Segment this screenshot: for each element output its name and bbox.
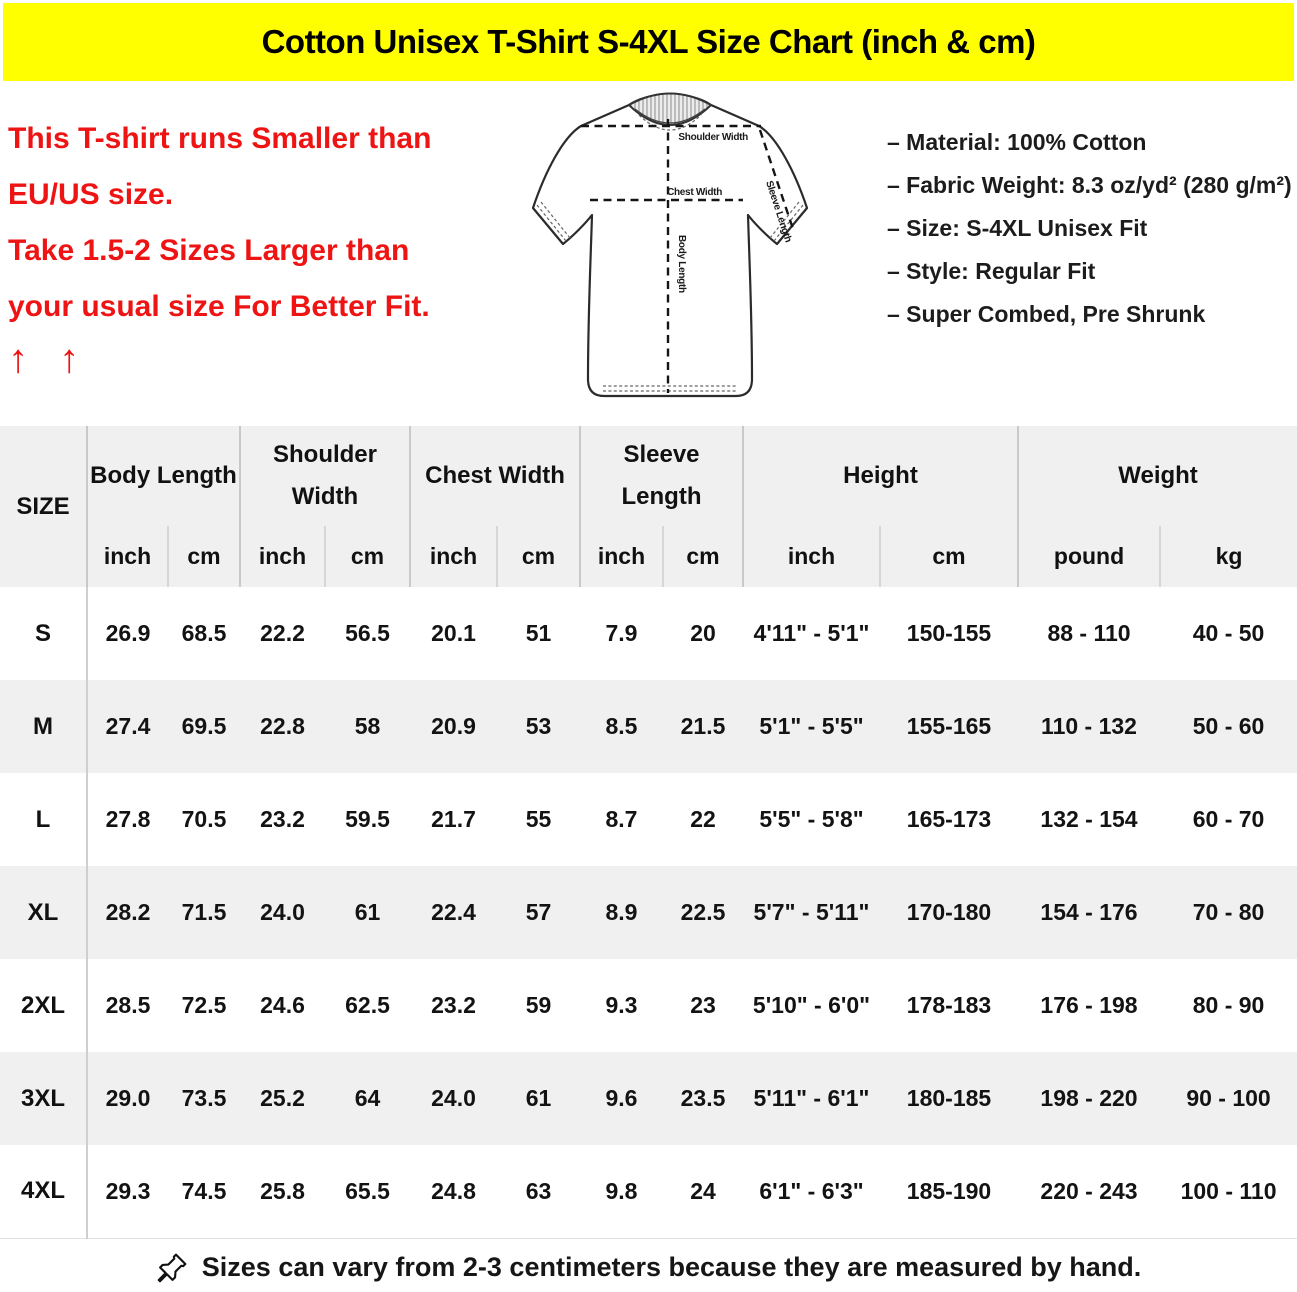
sleeve-length-label: Sleeve Length <box>763 179 794 244</box>
table-cell: 62.5 <box>345 992 390 1018</box>
spec-item: – Super Combed, Pre Shrunk <box>887 301 1206 327</box>
table-cell: 28.2 <box>105 899 151 925</box>
spec-item: – Size: S-4XL Unisex Fit <box>887 215 1148 241</box>
unit-header: kg <box>1160 526 1297 587</box>
table-cell: 5'5" - 5'8" <box>759 806 864 832</box>
table-cell: 9.3 <box>605 992 638 1018</box>
table-cell: 24.0 <box>260 899 305 925</box>
up-arrows-icon: ↑ ↑ <box>8 337 90 381</box>
table-cell: 155-165 <box>906 713 992 739</box>
column-group-shoulder-width: Shoulder Width <box>240 426 410 526</box>
size-label: M <box>0 680 87 773</box>
product-specs <box>887 81 1292 419</box>
table-row-m <box>0 680 1297 773</box>
table-cell: 69.5 <box>181 713 227 739</box>
table-cell: 5'7" - 5'11" <box>753 899 870 925</box>
table-cell: 170-180 <box>906 899 992 925</box>
table-cell: 8.9 <box>605 899 638 925</box>
column-group-height: Height <box>743 426 1018 526</box>
spec-item: – Style: Regular Fit <box>887 258 1096 284</box>
table-cell: 65.5 <box>345 1177 390 1204</box>
fit-notice-line: This T-shirt runs Smaller than <box>8 122 432 155</box>
table-cell: 25.2 <box>260 1085 305 1111</box>
table-cell: 22.4 <box>431 899 476 925</box>
column-header-size: SIZE <box>0 426 87 587</box>
table-cell: 7.9 <box>605 620 638 646</box>
table-cell: 24.0 <box>431 1085 476 1111</box>
table-row-2xl <box>0 959 1297 1052</box>
column-group-chest-width: Chest Width <box>410 426 580 526</box>
table-cell: 132 - 154 <box>1040 806 1138 832</box>
fit-notice-line: Take 1.5-2 Sizes Larger than <box>8 234 410 267</box>
unit-header: pound <box>1018 526 1160 587</box>
table-cell: 58 <box>354 713 381 739</box>
fit-notice-line: EU/US size. <box>8 178 174 211</box>
table-cell: 180-185 <box>906 1085 992 1111</box>
table-cell: 21.7 <box>431 806 476 832</box>
table-cell: 50 - 60 <box>1192 713 1265 739</box>
table-cell: 23.2 <box>260 806 305 832</box>
table-cell: 5'11" - 6'1" <box>753 1085 870 1111</box>
table-cell: 53 <box>525 713 552 739</box>
table-cell: 165-173 <box>906 806 992 832</box>
table-header-units <box>0 526 1297 587</box>
column-group-body-length: Body Length <box>87 426 240 526</box>
size-chart-table <box>0 426 1297 1239</box>
table-cell: 61 <box>525 1085 552 1111</box>
table-cell: 6'1" - 6'3" <box>759 1177 864 1204</box>
table-cell: 198 - 220 <box>1040 1085 1138 1111</box>
spec-item: – Material: 100% Cotton <box>887 129 1147 155</box>
unit-header: inch <box>240 526 325 587</box>
table-cell: 60 - 70 <box>1192 806 1265 832</box>
table-cell: 5'1" - 5'5" <box>759 713 864 739</box>
tshirt-outline <box>533 94 807 396</box>
table-row-l <box>0 773 1297 866</box>
pushpin-icon <box>156 1252 188 1284</box>
unit-header: inch <box>743 526 880 587</box>
table-cell: 110 - 132 <box>1041 713 1137 739</box>
table-cell: 20.9 <box>431 713 476 739</box>
table-cell: 23 <box>690 992 716 1018</box>
table-cell: 63 <box>525 1177 552 1204</box>
table-cell: 29.3 <box>105 1177 151 1204</box>
table-cell: 70.5 <box>181 806 227 832</box>
table-cell: 8.7 <box>605 806 638 832</box>
table-cell: 100 - 110 <box>1180 1177 1277 1204</box>
table-cell: 24.6 <box>260 992 305 1018</box>
unit-header: cm <box>168 526 240 587</box>
table-cell: 73.5 <box>181 1085 227 1111</box>
size-label: 4XL <box>0 1145 87 1238</box>
body-length-label: Body Length <box>676 235 687 293</box>
table-cell: 8.5 <box>605 713 638 739</box>
unit-header: cm <box>880 526 1018 587</box>
table-row-3xl <box>0 1052 1297 1145</box>
unit-header: cm <box>663 526 743 587</box>
fit-notice <box>8 81 505 419</box>
chest-width-label: Chest Width <box>667 187 722 198</box>
table-cell: 80 - 90 <box>1192 992 1265 1018</box>
table-cell: 40 - 50 <box>1192 620 1265 646</box>
table-cell: 4'11" - 5'1" <box>753 620 870 646</box>
table-cell: 9.6 <box>605 1085 638 1111</box>
table-cell: 178-183 <box>906 992 992 1018</box>
table-cell: 70 - 80 <box>1192 899 1265 925</box>
table-cell: 51 <box>525 620 552 646</box>
table-cell: 59 <box>525 992 552 1018</box>
table-row-xl <box>0 866 1297 959</box>
table-cell: 68.5 <box>181 620 227 646</box>
table-cell: 21.5 <box>680 713 726 739</box>
table-cell: 56.5 <box>345 620 390 646</box>
spec-item: – Fabric Weight: 8.3 oz/yd² (280 g/m²) <box>887 172 1292 198</box>
table-cell: 24.8 <box>431 1177 476 1204</box>
table-cell: 88 - 110 <box>1047 620 1131 646</box>
table-cell: 20.1 <box>431 620 476 646</box>
table-cell: 55 <box>525 806 552 832</box>
size-label: 2XL <box>0 959 87 1052</box>
table-cell: 24 <box>690 1177 716 1204</box>
table-cell: 22.5 <box>680 899 726 925</box>
table-cell: 185-190 <box>906 1177 992 1204</box>
table-cell: 22.8 <box>260 713 305 739</box>
table-cell: 22.2 <box>260 620 305 646</box>
table-cell: 28.5 <box>105 992 151 1018</box>
table-cell: 26.9 <box>105 620 151 646</box>
page-title: Cotton Unisex T-Shirt S-4XL Size Chart (inch & cm) <box>261 23 1036 60</box>
table-cell: 23.5 <box>680 1085 726 1111</box>
column-group-weight: Weight <box>1018 426 1297 526</box>
footnote-text: Sizes can vary from 2-3 centimeters because they are measured by hand. <box>201 1252 1142 1282</box>
table-cell: 71.5 <box>181 899 227 925</box>
table-cell: 61 <box>354 899 381 925</box>
footnote <box>0 1239 1297 1291</box>
table-cell: 64 <box>354 1085 381 1111</box>
shoulder-width-label: Shoulder Width <box>678 132 748 143</box>
size-label: S <box>0 587 87 680</box>
tshirt-measurement-diagram <box>505 81 835 419</box>
unit-header: cm <box>325 526 410 587</box>
table-row-4xl <box>0 1145 1297 1238</box>
table-cell: 20 <box>690 620 716 646</box>
size-label: L <box>0 773 87 866</box>
table-cell: 72.5 <box>181 992 227 1018</box>
table-cell: 220 - 243 <box>1040 1177 1138 1204</box>
title-banner <box>3 3 1294 81</box>
table-row-s <box>0 587 1297 680</box>
tshirt-diagram-svg <box>505 85 835 415</box>
table-cell: 59.5 <box>345 806 390 832</box>
table-cell: 27.8 <box>105 806 151 832</box>
table-cell: 27.4 <box>105 713 151 739</box>
table-cell: 25.8 <box>260 1177 305 1204</box>
table-cell: 5'10" - 6'0" <box>752 992 871 1018</box>
table-cell: 150-155 <box>906 620 992 646</box>
table-cell: 154 - 176 <box>1040 899 1138 925</box>
table-cell: 22 <box>690 806 716 832</box>
intro-section <box>0 81 1297 419</box>
table-cell: 23.2 <box>431 992 476 1018</box>
unit-header: inch <box>87 526 168 587</box>
column-group-sleeve-length: Sleeve Length <box>580 426 743 526</box>
table-cell: 74.5 <box>181 1177 227 1204</box>
table-header-groups <box>0 426 1297 526</box>
table-cell: 29.0 <box>105 1085 151 1111</box>
size-label: 3XL <box>0 1052 87 1145</box>
table-cell: 9.8 <box>605 1177 638 1204</box>
unit-header: inch <box>580 526 663 587</box>
table-cell: 90 - 100 <box>1186 1085 1271 1111</box>
table-cell: 57 <box>525 899 552 925</box>
unit-header: inch <box>410 526 497 587</box>
unit-header: cm <box>497 526 580 587</box>
fit-notice-line: your usual size For Better Fit. <box>8 290 430 323</box>
table-cell: 176 - 198 <box>1040 992 1138 1018</box>
size-label: XL <box>0 866 87 959</box>
